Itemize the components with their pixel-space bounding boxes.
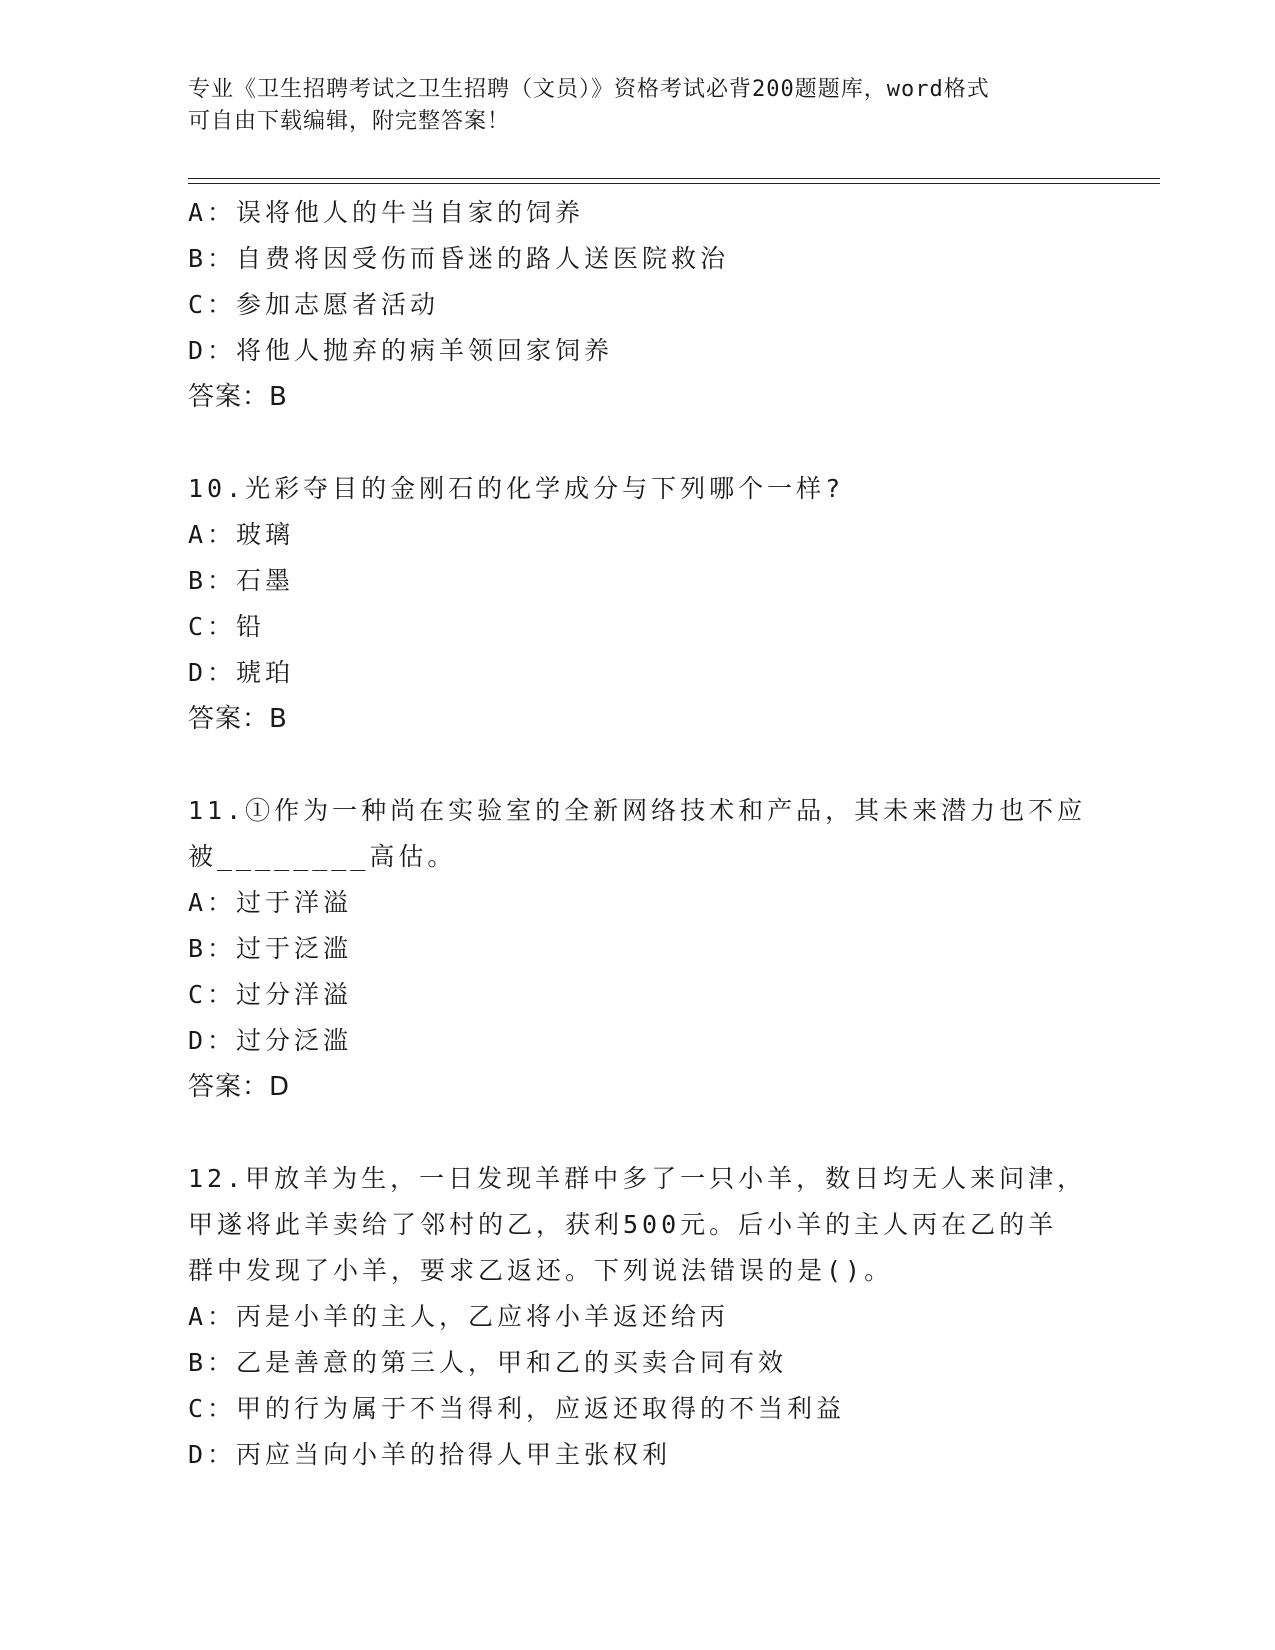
- option-d: D：琥珀: [188, 658, 295, 687]
- option-c: C：参加志愿者活动: [188, 290, 440, 319]
- answer-line: 答案：B: [188, 704, 288, 734]
- option-b: B：乙是善意的第三人，甲和乙的买卖合同有效: [188, 1348, 788, 1377]
- question-block: [188, 466, 1088, 742]
- option-b: B：过于泛滥: [188, 934, 353, 963]
- option-c: C：甲的行为属于不当得利，应返还取得的不当利益: [188, 1394, 846, 1423]
- option-a: A：误将他人的牛当自家的饲养: [188, 198, 585, 227]
- document-header: [188, 74, 1078, 138]
- answer-line: 答案：D: [188, 1072, 291, 1102]
- option-a: A：丙是小羊的主人，乙应将小羊返还给丙: [188, 1302, 730, 1331]
- header-rule-bottom: [188, 183, 1160, 184]
- question-block: [188, 1156, 1088, 1478]
- question-block: [188, 190, 1088, 420]
- header-rule-top: [188, 178, 1160, 179]
- option-a: A：过于洋溢: [188, 888, 353, 917]
- question-block: [188, 788, 1088, 1110]
- question-text-continued: 被________高估。: [188, 842, 457, 871]
- answer-line: 答案：B: [188, 382, 288, 412]
- option-d: D：丙应当向小羊的拾得人甲主张权利: [188, 1440, 672, 1469]
- question-text-continued: 群中发现了小羊，要求乙返还。下列说法错误的是()。: [188, 1256, 894, 1285]
- question-text: 12.甲放羊为生，一日发现羊群中多了一只小羊，数日均无人来问津，: [188, 1164, 1087, 1193]
- question-list: [188, 190, 1088, 1478]
- question-text: 10.光彩夺目的金刚石的化学成分与下列哪个一样?: [188, 474, 845, 503]
- question-text: 11.①作为一种尚在实验室的全新网络技术和产品，其未来潜力也不应: [188, 796, 1087, 825]
- option-d: D：将他人抛弃的病羊领回家饲养: [188, 336, 614, 365]
- option-c: C：过分洋溢: [188, 980, 353, 1009]
- question-text-continued: 甲遂将此羊卖给了邻村的乙，获利500元。后小羊的主人丙在乙的羊: [188, 1210, 1058, 1239]
- option-c: C：铅: [188, 612, 266, 641]
- option-d: D：过分泛滥: [188, 1026, 353, 1055]
- option-a: A：玻璃: [188, 520, 295, 549]
- option-b: B：自费将因受伤而昏迷的路人送医院救治: [188, 244, 730, 273]
- header-line-1: 专业《卫生招聘考试之卫生招聘（文员）》资格考试必背200题题库，word格式: [188, 77, 990, 102]
- option-b: B：石墨: [188, 566, 295, 595]
- header-line-2: 可自由下载编辑，附完整答案！: [188, 109, 511, 134]
